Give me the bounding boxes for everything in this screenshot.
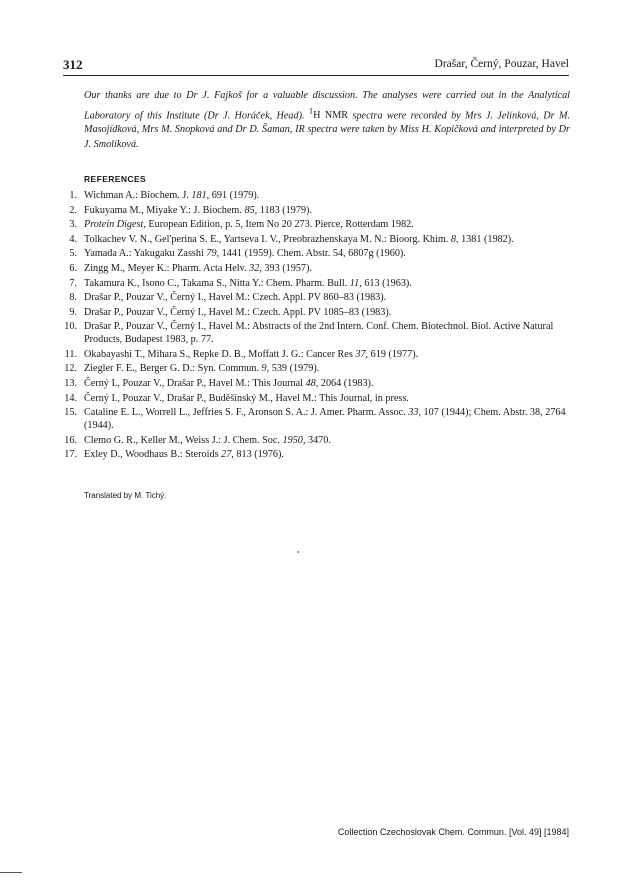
acknowledgement-paragraph — [84, 89, 570, 152]
reference-text-italic: Protein Digest — [84, 219, 144, 231]
reference-text — [84, 190, 570, 203]
reference-item — [63, 307, 570, 320]
reference-item — [63, 393, 570, 406]
reference-text-pre: Exley D., Woodhaus B.: Steroids — [84, 449, 222, 461]
page-number: 312 — [63, 57, 83, 72]
reference-number: 3. — [69, 219, 77, 231]
reference-number: 14. — [64, 392, 77, 404]
reference-text-pre: Clemo G. R., Keller M., Weiss J.: J. Chem. Soc. — [84, 434, 283, 446]
reference-number: 5. — [69, 248, 77, 260]
reference-item — [63, 349, 570, 362]
reference-text-post: , 1441 (1959). Chem. Abstr. 54, 6807g (1960). — [216, 248, 406, 260]
reference-text-post: , 2064 (1983). — [315, 377, 374, 389]
reference-text-pre: Zingg M., Meyer K.: Pharm. Acta Helv. — [84, 262, 250, 274]
reference-text-italic: 32 — [249, 262, 260, 274]
reference-text-pre: Wichman A.: Biochem. J. — [84, 190, 192, 201]
reference-text — [84, 435, 570, 448]
reference-text — [84, 349, 570, 362]
reference-item — [63, 219, 570, 232]
reference-item — [63, 292, 570, 305]
ack-text-1: Our thanks are due to Dr J. Fajkoš for a valuable discussion. The analyses were carried out in the Analytical Laboratory of this Institute (Dr J. Horáček, Head). — [84, 90, 570, 121]
reference-text — [84, 219, 570, 232]
reference-number: 13. — [64, 377, 77, 389]
reference-text-pre: Fukuyama M., Miyake Y.: J. Biochem. — [84, 204, 245, 216]
reference-text-post: , 393 (1957). — [259, 262, 312, 274]
reference-number: 7. — [69, 277, 77, 289]
reference-text-italic: 27 — [221, 449, 232, 461]
reference-item — [63, 407, 570, 433]
reference-text-post: , 613 (1963). — [359, 277, 412, 289]
ack-nmr — [308, 105, 349, 121]
reference-item — [63, 378, 570, 391]
reference-text-pre: Drašar P., Pouzar V., Černý I., Havel M.: Czech. Appl. PV 860–83 (1983). — [84, 292, 387, 304]
reference-number: 1. — [69, 190, 77, 201]
reference-text — [84, 307, 570, 320]
reference-text-pre: Cataline E. L., Worrell L., Jeffries S. F., Aronson S. A.: J. Amer. Pharm. Assoc. — [84, 407, 409, 419]
reference-item — [63, 234, 570, 247]
reference-item — [63, 248, 570, 261]
reference-text — [84, 378, 570, 391]
reference-text-pre: Okabayashi T., Mihara S., Repke D. B., Moffatt J. G.: Cancer Res — [84, 348, 356, 360]
reference-text-post: , 619 (1977). — [365, 348, 419, 360]
reference-text-post: , 1183 (1979). — [254, 204, 312, 216]
reference-text-pre: Ziegler F. E., Berger G. D.: Syn. Commun. — [84, 363, 262, 375]
reference-number: 16. — [64, 434, 77, 446]
reference-text-pre: Yamada A.: Yakugaku Zasshi — [84, 248, 207, 260]
reference-item — [63, 205, 570, 218]
page-header — [63, 57, 569, 79]
ack-text-2: spectra were recorded by Mrs J. Jelínková, Dr M. Masojídková, Mrs M. Snopková and Dr D. Šaman, IR spectra were taken by Miss H. Kopičková and interpreted by Dr J. Smolíková. — [84, 109, 570, 150]
reference-item — [63, 321, 570, 347]
reference-text-pre: Černý I., Pouzar V., Drašar P., Buděšínský M., Havel M.: This Journal, in press. — [84, 392, 409, 404]
ack-nmr-label: H NMR — [313, 109, 349, 121]
reference-number: 11. — [64, 348, 77, 360]
reference-item — [63, 263, 570, 276]
running-head: Drašar, Černý, Pouzar, Havel — [434, 58, 569, 70]
reference-number: 10. — [64, 321, 77, 333]
reference-text — [84, 321, 570, 347]
references-heading: REFERENCES — [84, 174, 147, 184]
reference-text — [84, 449, 570, 462]
reference-number: 9. — [69, 306, 77, 318]
page-edge-mark — [0, 872, 22, 873]
reference-text-italic: 9 — [261, 363, 267, 375]
reference-text — [84, 263, 570, 276]
reference-number: 8. — [69, 292, 77, 304]
reference-text-pre: Černý I., Pouzar V., Drašar P., Havel M.: This Journal — [84, 377, 306, 389]
translator-note: Translated by M. Tichý. — [84, 491, 167, 500]
reference-item — [63, 278, 570, 291]
reference-text — [84, 248, 570, 261]
reference-text — [84, 393, 570, 406]
reference-text-post: , 107 (1944); Chem. Abstr. 38, 2764 (1944). — [84, 407, 566, 431]
reference-text-italic: 1950 — [282, 434, 303, 446]
reference-text-italic: 11 — [349, 277, 360, 289]
reference-text-pre: Drašar P., Pouzar V., Černý I., Havel M.: Abstracts of the 2nd Intern. Conf. Chem. Biotechnol. Biol. Active Natural Products, Budapest 1983, p. 77. — [84, 321, 554, 346]
reference-text-italic: 181 — [191, 190, 207, 201]
reference-text-pre: Drašar P., Pouzar V., Černý I., Havel M.: Czech. Appl. PV 1085–83 (1983). — [84, 306, 392, 318]
journal-footer: Collection Czechoslovak Chem. Commun. [Vol. 49] [1984] — [337, 827, 569, 837]
reference-text — [84, 234, 570, 247]
reference-text-italic: 85 — [244, 204, 255, 216]
reference-number: 2. — [69, 204, 77, 216]
reference-number: 17. — [64, 449, 77, 461]
reference-item — [63, 363, 570, 376]
reference-text-post: , 1381 (1982). — [455, 233, 514, 245]
reference-item — [63, 435, 570, 448]
reference-text-post: , 813 (1976). — [231, 449, 284, 461]
reference-text-italic: 33 — [408, 407, 419, 419]
header-rule — [63, 75, 569, 76]
reference-number: 4. — [69, 233, 77, 245]
reference-text-pre: Tolkachev V. N., Gel'perina S. E., Yartseva I. V., Preobrazhenskaya M. N.: Bioorg. Khim. — [84, 233, 451, 245]
reference-text — [84, 363, 570, 376]
reference-text-italic: 79 — [206, 248, 217, 260]
reference-text-italic: 48 — [305, 377, 316, 389]
reference-text-post: , 691 (1979). — [206, 190, 260, 201]
ack-superscript: 1 — [308, 105, 314, 116]
reference-text-pre: Takamura K., Isono C., Takama S., Nitta Y.: Chem. Pharm. Bull. — [84, 277, 350, 289]
reference-number: 6. — [69, 262, 77, 274]
references-list — [63, 190, 570, 464]
reference-text — [84, 292, 570, 305]
reference-item — [63, 190, 570, 203]
reference-text — [84, 278, 570, 291]
reference-number: 15. — [64, 407, 77, 419]
reference-text-post: , European Edition, p. 5, Item No 20 273. Pierce, Rotterdam 1982. — [143, 219, 414, 231]
reference-text-post: , 539 (1979). — [266, 363, 320, 375]
reference-text-italic: 37 — [355, 348, 366, 360]
reference-item — [63, 449, 570, 462]
reference-text — [84, 205, 570, 218]
reference-text-post: , 3470. — [302, 434, 331, 446]
reference-text-italic: 8 — [450, 233, 456, 245]
print-speck — [297, 551, 299, 553]
reference-text — [84, 407, 570, 433]
reference-number: 12. — [64, 363, 77, 375]
